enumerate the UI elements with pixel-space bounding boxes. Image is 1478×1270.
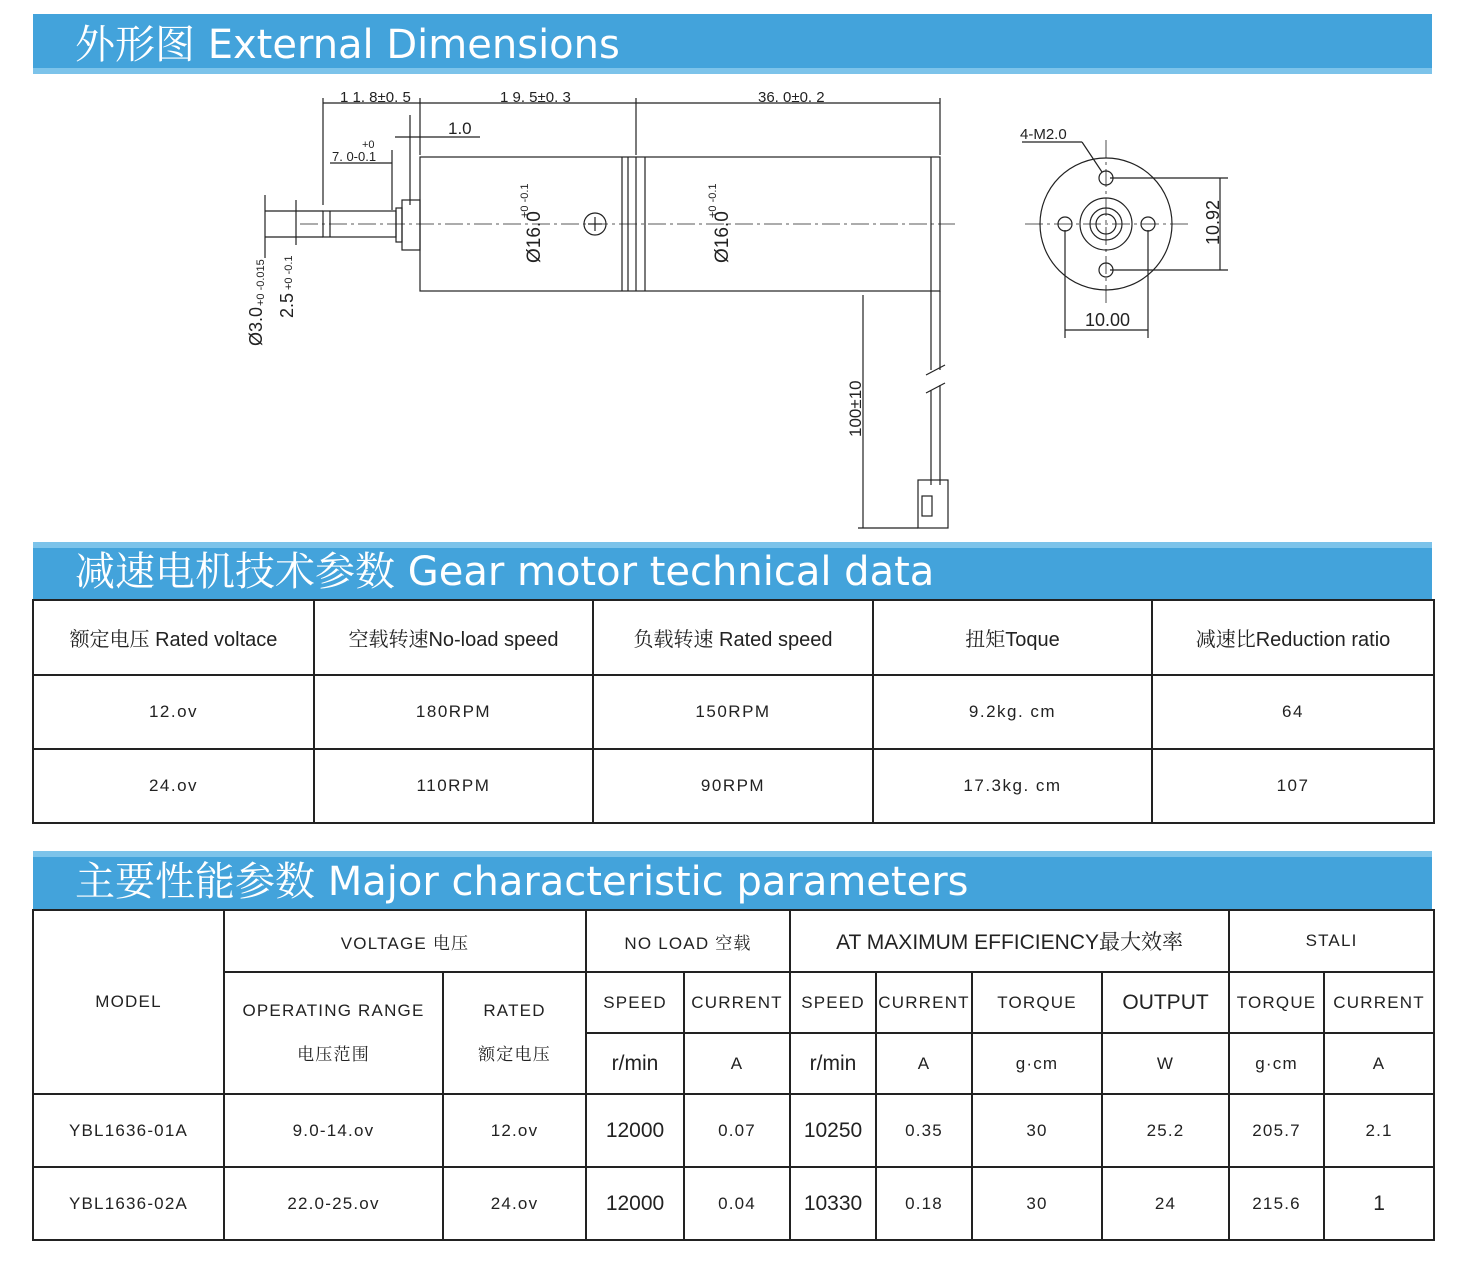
table-cell: 24.ov bbox=[33, 749, 314, 823]
unit-cell: A bbox=[684, 1033, 790, 1094]
dim-label-top-2: 1 9. 5±0. 3 bbox=[500, 89, 571, 106]
dim-label-top-1: 1 1. 8±0. 5 bbox=[340, 89, 411, 106]
operating-range-en: OPERATING RANGE bbox=[242, 1001, 425, 1020]
table-cell: 205.7 bbox=[1229, 1094, 1324, 1167]
table-cell: 2.1 bbox=[1324, 1094, 1434, 1167]
header-max-efficiency: AT MAXIMUM EFFICIENCY最大效率 bbox=[790, 910, 1229, 972]
table-cell: 24 bbox=[1102, 1167, 1229, 1240]
unit-cell: g·cm bbox=[1229, 1033, 1324, 1094]
table-cell: 22.0-25.ov bbox=[224, 1167, 443, 1240]
table-cell: 9.0-14.ov bbox=[224, 1094, 443, 1167]
table-cell: YBL1636-02A bbox=[33, 1167, 224, 1240]
dim-label-dia16-b: Ø16.0 bbox=[712, 211, 733, 263]
header-cell: CURRENT bbox=[876, 972, 972, 1033]
table-cell: 12000 bbox=[586, 1094, 684, 1167]
rated-cn: 额定电压 bbox=[478, 1045, 551, 1064]
dim-label-dia3: Ø3.0 bbox=[246, 306, 266, 346]
table-cell: 110RPM bbox=[314, 749, 593, 823]
table-row bbox=[33, 1167, 1434, 1240]
header-rated bbox=[443, 972, 586, 1094]
table-cell: YBL1636-01A bbox=[33, 1094, 224, 1167]
section-banner-characteristics bbox=[33, 851, 1432, 909]
table-cell: 1 bbox=[1324, 1167, 1434, 1240]
table-cell: 12.ov bbox=[33, 675, 314, 749]
section-banner-gear-motor bbox=[33, 542, 1432, 599]
banner-accent-band bbox=[33, 851, 1432, 857]
header-operating-range bbox=[224, 972, 443, 1094]
dim-label-top-3: 36. 0±0. 2 bbox=[758, 89, 825, 106]
table-row bbox=[33, 1094, 1434, 1167]
table-header-row bbox=[33, 972, 1434, 1033]
dimension-drawing bbox=[0, 74, 1478, 542]
header-cell: CURRENT bbox=[684, 972, 790, 1033]
header-cell: 空载转速No-load speed bbox=[314, 600, 593, 675]
header-cell: SPEED bbox=[586, 972, 684, 1033]
gear-motor-table bbox=[32, 599, 1435, 824]
dim-tol-dia16-a: +0 -0.1 bbox=[519, 183, 531, 218]
header-cell: SPEED bbox=[790, 972, 876, 1033]
table-header-row bbox=[33, 910, 1434, 972]
characteristics-table bbox=[32, 909, 1435, 1241]
header-voltage: VOLTAGE 电压 bbox=[224, 910, 586, 972]
table-cell: 25.2 bbox=[1102, 1094, 1229, 1167]
table-row bbox=[33, 675, 1434, 749]
table-cell: 10330 bbox=[790, 1167, 876, 1240]
header-cell: 负载转速 Rated speed bbox=[593, 600, 873, 675]
dim-tol-7-0: +0 bbox=[362, 139, 375, 151]
header-cell: 扭矩Toque bbox=[873, 600, 1152, 675]
operating-range-cn: 电压范围 bbox=[297, 1045, 370, 1064]
unit-cell: W bbox=[1102, 1033, 1229, 1094]
table-cell: 180RPM bbox=[314, 675, 593, 749]
section-banner-external-dimensions bbox=[33, 14, 1432, 74]
table-cell: 30 bbox=[972, 1167, 1102, 1240]
dim-label-dia16-a: Ø16.0 bbox=[524, 211, 545, 263]
unit-cell: A bbox=[1324, 1033, 1434, 1094]
unit-cell: A bbox=[876, 1033, 972, 1094]
header-cell: TORQUE bbox=[1229, 972, 1324, 1033]
table-cell: 0.35 bbox=[876, 1094, 972, 1167]
dim-tol-2-5: +0 -0.1 bbox=[283, 255, 295, 290]
table-cell: 64 bbox=[1152, 675, 1434, 749]
dim-label-100: 100±10 bbox=[846, 380, 865, 437]
table-cell: 12000 bbox=[586, 1167, 684, 1240]
section-title: 主要性能参数 Major characteristic parameters bbox=[75, 859, 969, 905]
section-title: 减速电机技术参数 Gear motor technical data bbox=[75, 549, 935, 595]
section-title: 外形图 External Dimensions bbox=[75, 22, 620, 68]
dim-label-7-0: 7. 0-0.1 bbox=[332, 149, 377, 164]
header-cell: 额定电压 Rated voltace bbox=[33, 600, 314, 675]
table-cell: 24.ov bbox=[443, 1167, 586, 1240]
dim-label-2-5: 2.5 bbox=[277, 292, 297, 318]
table-cell: 12.ov bbox=[443, 1094, 586, 1167]
header-no-load: NO LOAD 空载 bbox=[586, 910, 790, 972]
header-cell: 减速比Reduction ratio bbox=[1152, 600, 1434, 675]
dim-tol-dia16-b: +0 -0.1 bbox=[707, 183, 719, 218]
table-row bbox=[33, 749, 1434, 823]
table-cell: 9.2kg. cm bbox=[873, 675, 1152, 749]
table-cell: 17.3kg. cm bbox=[873, 749, 1152, 823]
table-cell: 0.04 bbox=[684, 1167, 790, 1240]
header-stall: STALI bbox=[1229, 910, 1434, 972]
header-cell: OUTPUT bbox=[1102, 972, 1229, 1033]
dim-tol-dia3: +0 -0.015 bbox=[255, 259, 267, 306]
table-cell: 107 bbox=[1152, 749, 1434, 823]
table-header-row bbox=[33, 600, 1434, 675]
dim-label-10-00: 10.00 bbox=[1085, 310, 1131, 330]
table-cell: 10250 bbox=[790, 1094, 876, 1167]
unit-cell: g·cm bbox=[972, 1033, 1102, 1094]
header-cell: TORQUE bbox=[972, 972, 1102, 1033]
rated-en: RATED bbox=[483, 1001, 546, 1020]
header-model: MODEL bbox=[33, 910, 224, 1094]
table-cell: 0.07 bbox=[684, 1094, 790, 1167]
dim-label-10-92: 10.92 bbox=[1203, 199, 1223, 245]
table-cell: 0.18 bbox=[876, 1167, 972, 1240]
table-cell: 30 bbox=[972, 1094, 1102, 1167]
header-cell: CURRENT bbox=[1324, 972, 1434, 1033]
dim-label-m2: 4-M2.0 bbox=[1020, 126, 1067, 143]
table-cell: 215.6 bbox=[1229, 1167, 1324, 1240]
table-cell: 90RPM bbox=[593, 749, 873, 823]
dim-label-1-0: 1.0 bbox=[448, 119, 472, 138]
banner-accent-band bbox=[33, 542, 1432, 548]
table-cell: 150RPM bbox=[593, 675, 873, 749]
unit-cell: r/min bbox=[790, 1033, 876, 1094]
unit-cell: r/min bbox=[586, 1033, 684, 1094]
